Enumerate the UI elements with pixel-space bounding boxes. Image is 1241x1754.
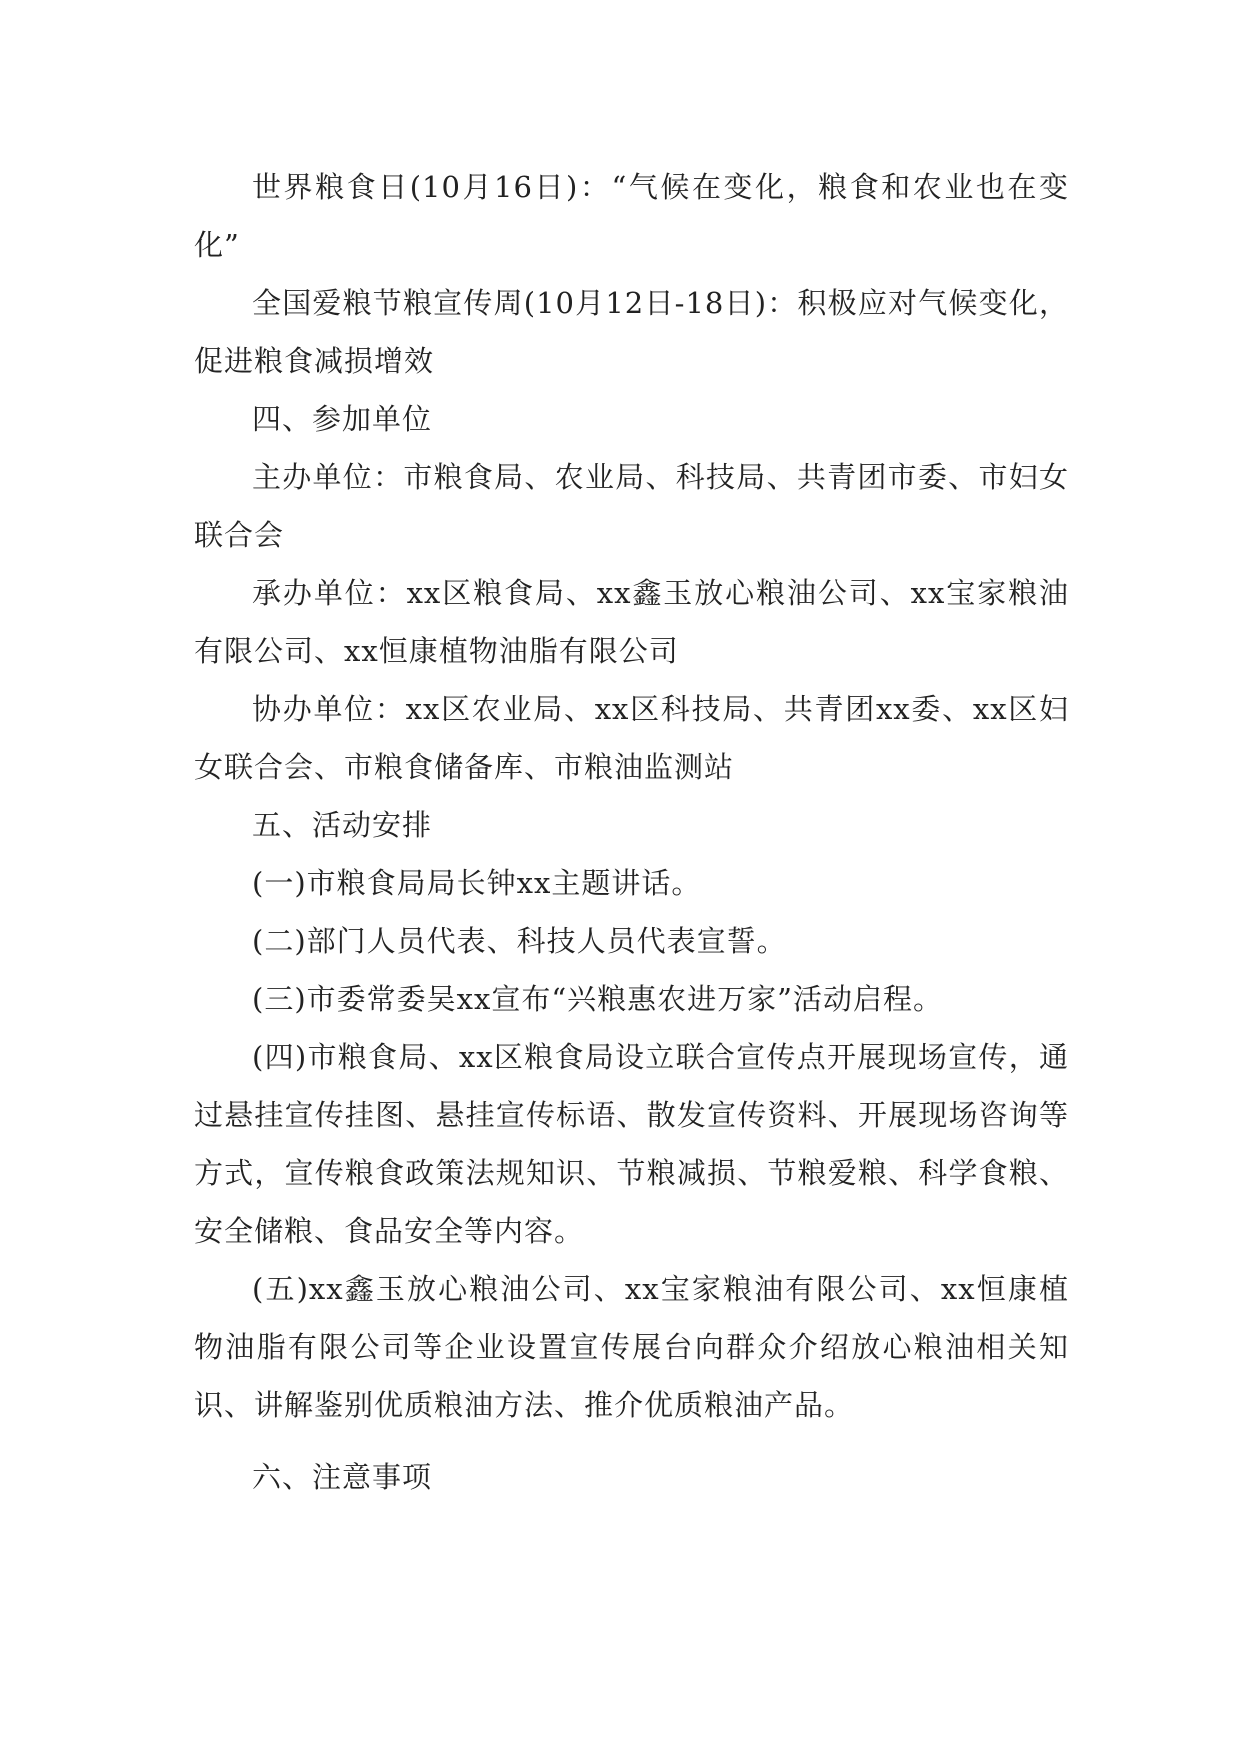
paragraph-item-4: (四)市粮食局、xx区粮食局设立联合宣传点开展现场宣传，通过悬挂宣传挂图、悬挂宣传标语、散发宣传资料、开展现场咨询等方式，宣传粮食政策法规知识、节粮减损、节粮爱粮、科学食粮、安全储粮、食品安全等内容。 <box>194 1040 1069 1248</box>
paragraph-item-1: (一)市粮食局局长钟xx主题讲话。 <box>252 866 702 900</box>
paragraph-organizers: 主办单位：市粮食局、农业局、科技局、共青团市委、市妇女联合会 <box>194 460 1069 552</box>
paragraph-undertakers: 承办单位：xx区粮食局、xx鑫玉放心粮油公司、xx宝家粮油有限公司、xx恒康植物油脂有限公司 <box>194 576 1069 668</box>
section-heading-arrangements: 五、活动安排 <box>252 808 433 842</box>
document-body <box>194 158 1069 1506</box>
paragraph-food-week: 全国爱粮节粮宣传周(10月12日-18日)：积极应对气候变化，促进粮食减损增效 <box>194 286 1069 378</box>
paragraph-item-2: (二)部门人员代表、科技人员代表宣誓。 <box>252 924 787 958</box>
paragraph-item-3: (三)市委常委吴xx宣布“兴粮惠农进万家”活动启程。 <box>252 982 943 1016</box>
paragraph-co-organizers: 协办单位：xx区农业局、xx区科技局、共青团xx委、xx区妇女联合会、市粮食储备库、市粮油监测站 <box>194 692 1069 784</box>
section-heading-participants: 四、参加单位 <box>252 402 433 436</box>
section-heading-notes: 六、注意事项 <box>252 1460 433 1494</box>
paragraph-world-food-day: 世界粮食日(10月16日)：“气候在变化，粮食和农业也在变化” <box>194 170 1069 262</box>
paragraph-item-5: (五)xx鑫玉放心粮油公司、xx宝家粮油有限公司、xx恒康植物油脂有限公司等企业设置宣传展台向群众介绍放心粮油相关知识、讲解鉴别优质粮油方法、推介优质粮油产品。 <box>194 1272 1069 1422</box>
